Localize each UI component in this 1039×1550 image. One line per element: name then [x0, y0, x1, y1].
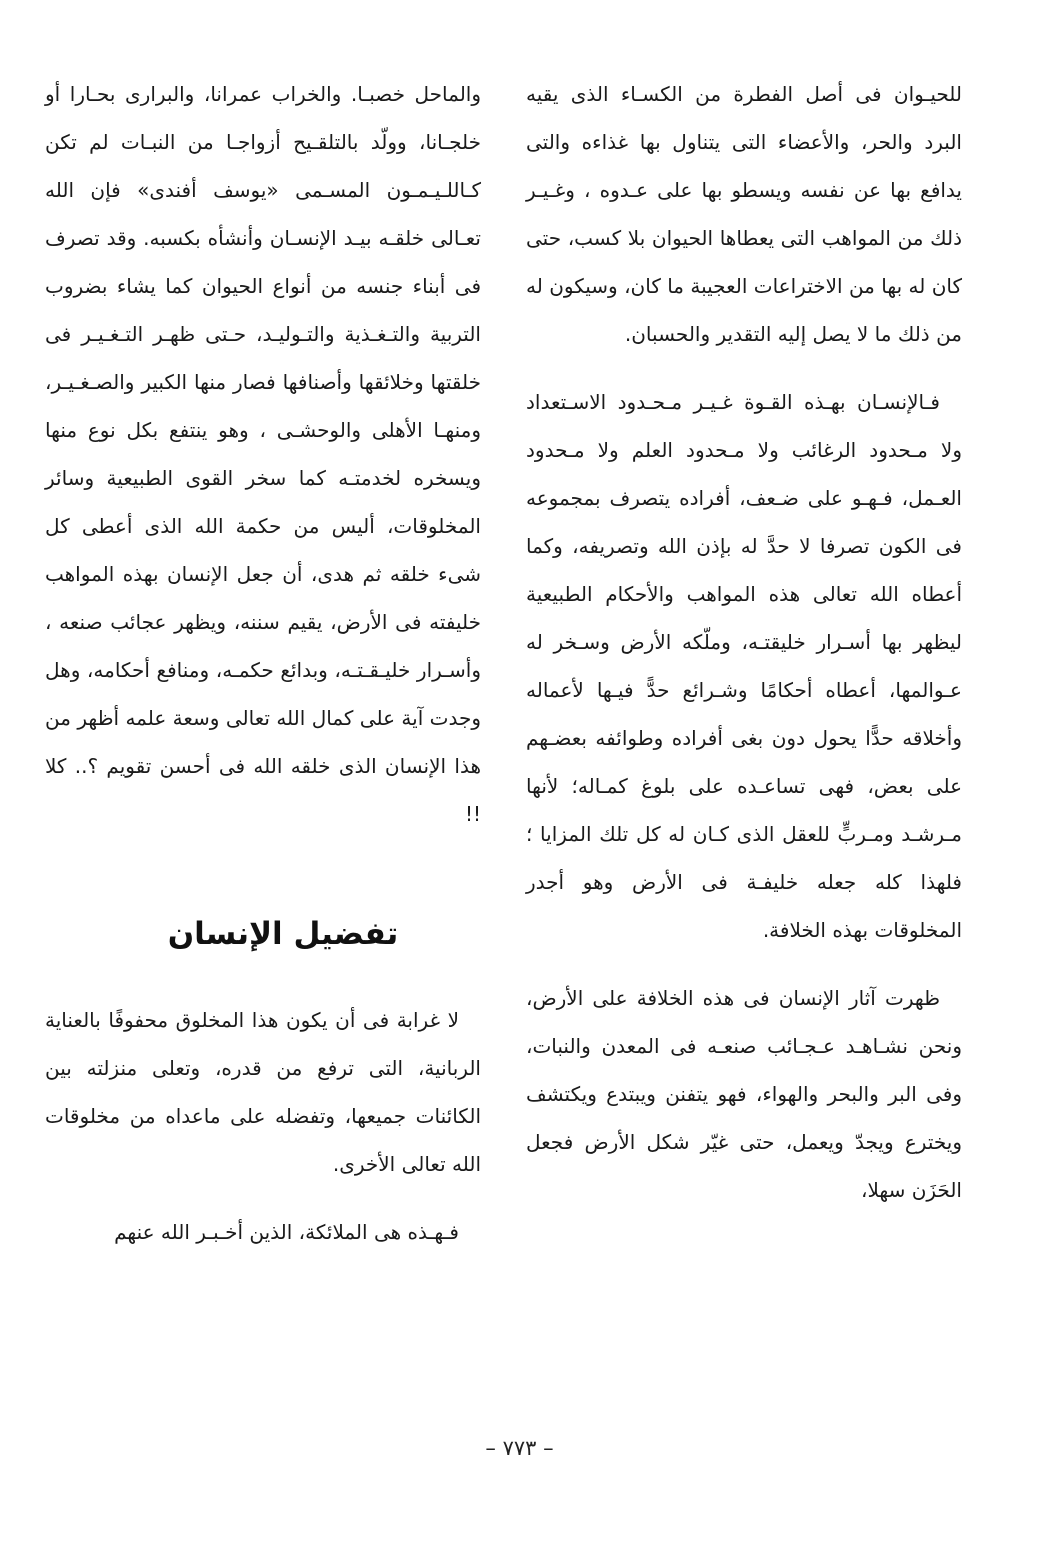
right-column: [526, 70, 962, 1234]
paragraph-right-2: فـالإنسـان بهـذه القـوة غـيـر مـحـدود الاسـتعداد ولا مـحدود الرغائب ولا مـحدود العلم ولا مـحدود العـمل، فـهـو على ضـعف، أفراده يتصرف بمجموعه فى الكون تصرفا لا حدَّ له بإذن الله وتصريفه، وكما أعطاه الله تعالى هذه المواهب والأحكام الطبيعية ليظهر بها أسـرار خليقتـه، وملّكه الأرض وسـخر له عـوالمها، أعطاه أحكامًا وشـرائع حدًّ فيـها لأعماله وأخلاقه حدًّا يحول دون بغى أفراده وطوائفه بعضـهم على بعض، فهى تساعـده على بلوغ كمـاله؛ لأنها مـرشـد ومـربٍّ للعقل الذى كـان له كل تلك المزايا ؛ فلهذا كله جعله خليفـة فى الأرض وهو أجدر المخلوقات بهذه الخلافة.: [526, 390, 962, 942]
paragraph-left-2: لا غرابة فى أن يكون هذا المخلوق محفوفًا بالعناية الربانية، التى ترفع من قدره، وتعلى منزلته بين الكائنات جميعها، وتفضله على ماعداه من مخلوقات الله تعالى الأخرى.: [45, 1008, 481, 1176]
page-number: – ٧٧٣ –: [485, 1436, 554, 1460]
paragraph-right-3: ظهرت آثار الإنسان فى هذه الخلافة على الأرض، ونحن نشـاهـد عـجـائب صنعـه فى المعدن والنبات، وفى البر والبحر والهواء، فهو يتفنن ويبتدع ويكتشف ويخترع ويجدّ ويعمل، حتى غيّر شكل الأرض فجعل الحَزَن سهلا،: [526, 986, 962, 1202]
left-column: [45, 70, 481, 1276]
section-heading: تفضيل الإنسان: [167, 916, 399, 952]
paragraph-left-1: والماحل خصبـا. والخراب عمرانا، والبرارى بحـارا أو خلجـانا، وولّد بالتلقـيح أزواجـا من النبـات لم تكن كـاللـيـمـون المسـمى «يوسف أفندى» فإن الله تعـالى خلقـه بيـد الإنسـان وأنشأه بكسبه. وقد تصرف فى أبناء جنسه من أنواع الحيوان كما يشاء بضروب التربية والتـغـذية والتـوليـد، حـتى ظهـر التـغـيـر فى خلقتها وخلائقها وأصنافها فصار منها الكبير والصـغـيـر، ومنهـا الأهلى والوحشـى ، وهو ينتفع بكل نوع منها ويسخره لخدمتـه كما سخر القوى الطبيعية وسائر المخلوقات، أليس من حكمة الله الذى أعطى كل شىء خلقه ثم هدى، أن جعل الإنسان بهذه المواهب خليفته فى الأرض، يقيم سننه، ويظهر عجائب صنعه ، وأسـرار خليـقـتـه، وبدائع حكمـه، ومنافع أحكامه، وهل وجدت آية على كمال الله تعالى وسعة علمه أظهر من هذا الإنسان الذى خلقه الله فى أحسن تقويم ؟.. كلا !!: [45, 82, 481, 826]
paragraph-left-3: فـهـذه هى الملائكة، الذين أخـبـر الله عنهم: [114, 1220, 459, 1244]
paragraph-right-1: للحيـوان فى أصل الفطرة من الكسـاء الذى يقيه البرد والحر، والأعضاء التى يتناول بها غذاءه والتى يدافع بها عن نفسه ويسطو بها على عـدوه ، وغـيـر ذلك من المواهب التى يعطاها الحيوان بلا كسب، حتى كان له بها من الاختراعات العجيبة ما كان، وسيكون له من ذلك ما لا يصل إليه التقدير والحسبان.: [526, 82, 962, 346]
